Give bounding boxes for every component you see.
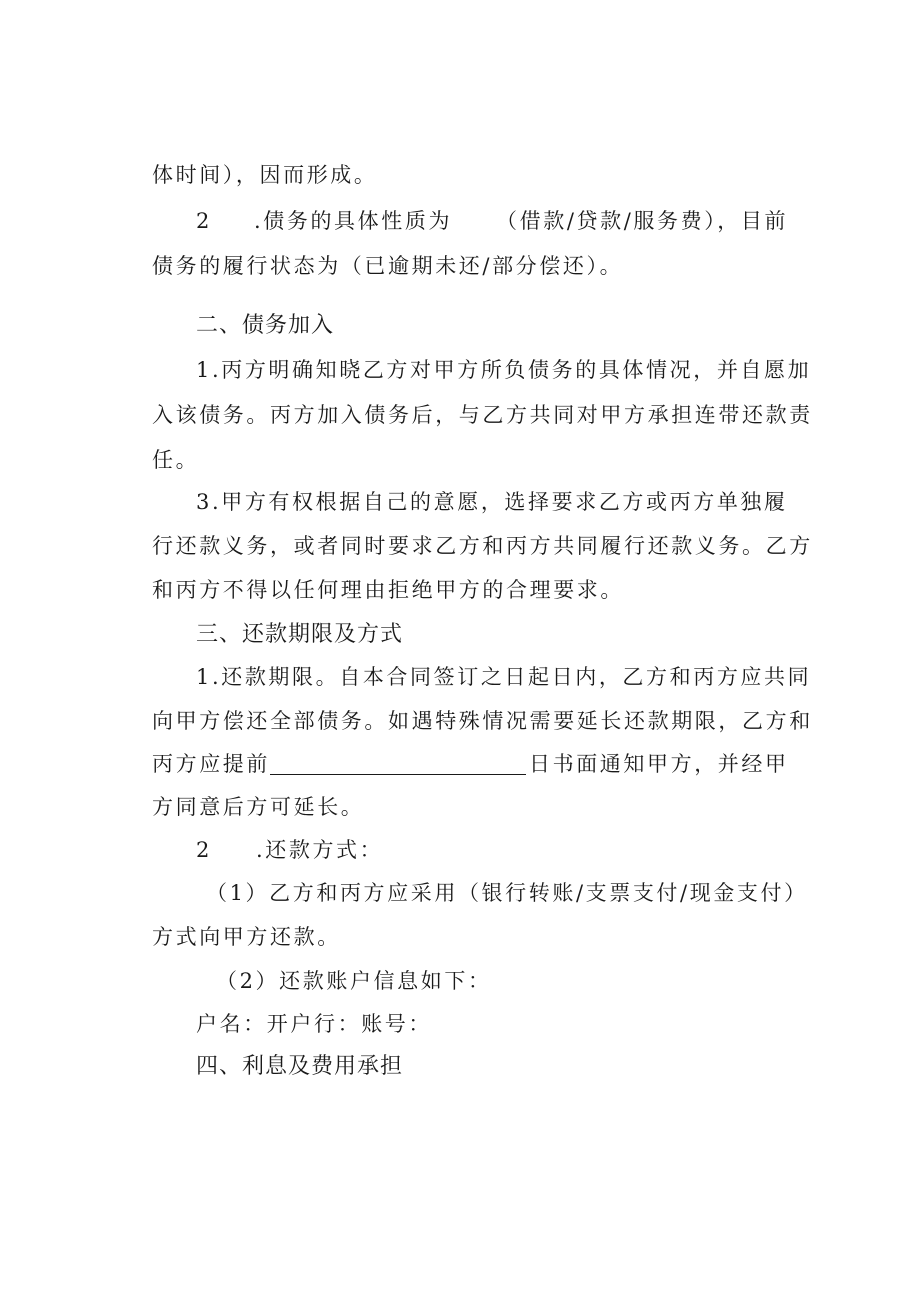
fill-in-blank (270, 752, 526, 775)
text-line: 1.还款期限。自本合同签订之日起日内，乙方和丙方应共同 (196, 665, 812, 689)
text-line: 体时间），因而形成。 (152, 163, 378, 187)
text-line: 行还款义务，或者同时要求乙方和丙方共同履行还款义务。乙方 (152, 534, 813, 558)
text-line (196, 835, 383, 865)
item-number: 2 (196, 209, 212, 233)
text-line: 1.丙方明确知晓乙方对甲方所负债务的具体情况，并自愿加 (196, 358, 812, 382)
text-segment: 丙方应提前 (152, 752, 270, 776)
section-heading: 二、债务加入 (196, 313, 335, 338)
text-line: （2）还款账户信息如下： (216, 969, 492, 993)
text-line (196, 206, 788, 236)
text-segment: 日书面通知甲方，并经甲 (529, 752, 789, 776)
section-heading: 三、还款期限及方式 (196, 622, 404, 647)
item-number: 2 (196, 838, 212, 862)
text-line: 债务的履行状态为（已逾期未还/部分偿还）。 (152, 254, 624, 278)
text-line: 方同意后方可延长。 (152, 795, 365, 819)
item-text: .还款方式： (255, 838, 384, 862)
item-options: （借款/贷款/服务费），目前 (496, 209, 789, 233)
text-line: 向甲方偿还全部债务。如遇特殊情况需要延长还款期限，乙方和 (152, 709, 813, 733)
text-line: 3.甲方有权根据自己的意愿，选择要求乙方或丙方单独履 (196, 490, 788, 514)
item-text: .债务的具体性质为 (253, 209, 453, 233)
text-line: 入该债务。丙方加入债务后，与乙方共同对甲方承担连带还款责 (152, 403, 813, 427)
text-line: 任。 (152, 448, 200, 472)
text-line: 和丙方不得以任何理由拒绝甲方的合理要求。 (152, 578, 624, 602)
text-line: 方式向甲方还款。 (152, 925, 341, 949)
text-line (152, 749, 789, 779)
text-line: （1）乙方和丙方应采用（银行转账/支票支付/现金支付） (206, 881, 808, 905)
section-heading: 四、利息及费用承担 (196, 1054, 404, 1079)
text-line: 户名：开户行：账号： (196, 1012, 432, 1036)
